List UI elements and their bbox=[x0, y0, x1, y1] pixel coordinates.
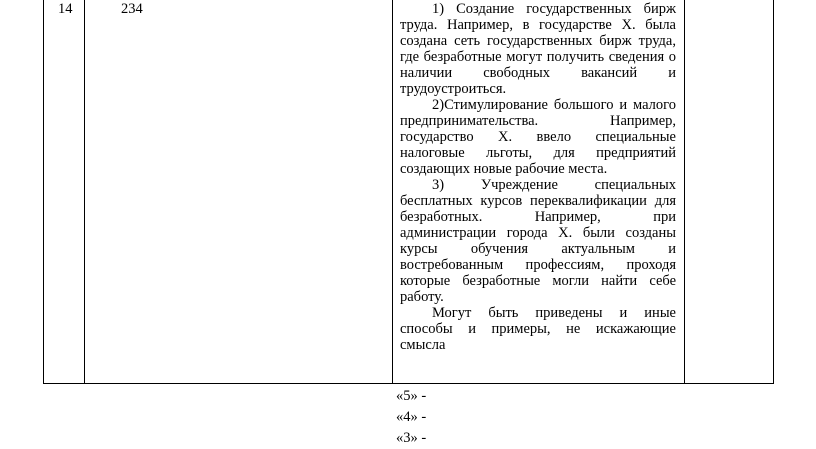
row-code: 234 bbox=[121, 1, 143, 17]
grading-scale bbox=[396, 386, 426, 449]
answer-content bbox=[400, 1, 676, 353]
grade-5: «5» - bbox=[396, 388, 427, 404]
table-divider bbox=[392, 0, 393, 383]
answer-paragraph: 3) Учреждение специальных бесплатных курсов переквалификации для безработных. Например, при администрации города Х. были созданы курсы обучения актуальным и востребованным профессиям, проходя которые безработные могли найти себе работу. bbox=[400, 177, 676, 305]
table-divider bbox=[684, 0, 685, 383]
answer-paragraph: Могут быть приведены и иные способы и примеры, не искажающие смысла bbox=[400, 305, 676, 353]
grade-3: «3» - bbox=[396, 430, 427, 446]
row-number: 14 bbox=[58, 1, 73, 17]
answer-paragraph: 1) Создание государственных бирж труда. Например, в государстве Х. была создана сеть государственных бирж труда, где безработные могут получить сведения о наличии свободных вакансий и трудоустроиться. bbox=[400, 1, 676, 97]
grade-4: «4» - bbox=[396, 409, 427, 425]
table-divider bbox=[84, 0, 85, 383]
answer-paragraph: 2)Стимулирование большого и малого предпринимательства. Например, государство Х. ввело специальные налоговые льготы, для предприятий создающих новые рабочие места. bbox=[400, 97, 676, 177]
